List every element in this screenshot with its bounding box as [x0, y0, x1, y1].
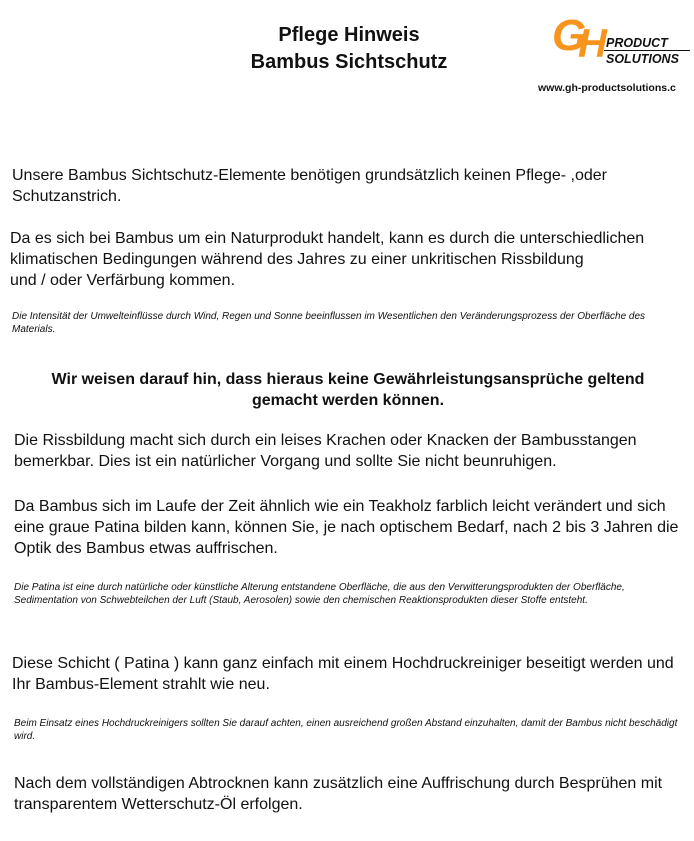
logo-word-product: PRODUCT: [606, 36, 668, 50]
website-link[interactable]: www.gh-productsolutions.c: [538, 82, 676, 94]
paragraph-cleaning: Diese Schicht ( Patina ) kann ganz einfach mit einem Hochdruckreiniger beseitigt werden und Ihr Bambus-Element strahlt wie neu.: [12, 655, 674, 693]
logo-letter-h: H: [578, 22, 603, 66]
note-pressure-washer: Beim Einsatz eines Hochdruckreinigers sollten Sie darauf achten, einen ausreichend großen Abstand einzuhalten, damit der Bambus nicht beschädigt wird.: [14, 718, 678, 742]
logo-divider: [604, 50, 690, 51]
paragraph-nature: [10, 228, 694, 291]
paragraph-intro: Unsere Bambus Sichtschutz-Elemente benötigen grundsätzlich keinen Pflege- ,oder Schutzanstrich.: [12, 167, 607, 205]
gh-product-solutions-logo: [552, 12, 694, 72]
warranty-warning: [10, 369, 686, 411]
paragraph-nature-line-2: klimatischen Bedingungen während des Jahres zu einer unkritischen Rissbildung: [10, 251, 584, 268]
title-line-2: Bambus Sichtschutz: [250, 51, 448, 73]
logo-word-solutions: SOLUTIONS: [606, 52, 679, 66]
paragraph-oil: Nach dem vollständigen Abtrocknen kann zusätzlich eine Auffrischung durch Besprühen mit transparentem Wetterschutz-Öl erfolgen.: [14, 775, 663, 813]
title-line-1: Pflege Hinweis: [278, 24, 420, 46]
paragraph-patina: Da Bambus sich im Laufe der Zeit ähnlich wie ein Teakholz farblich leicht verändert und sich eine graue Patina bilden kann, können Sie, je nach optischem Bedarf, nach 2 bis 3 Jahren die Optik des Bambus etwas auffrischen.: [14, 498, 679, 557]
note-environment: Die Intensität der Umwelteinflüsse durch Wind, Regen und Sonne beeinflussen im Wesentlichen den Veränderungsprozess der Oberfläche des Materials.: [12, 311, 646, 335]
paragraph-cracking: Die Rissbildung macht sich durch ein leises Krachen oder Knacken der Bambusstangen bemerkbar. Dies ist ein natürlicher Vorgang und sollte Sie nicht beunruhigen.: [14, 432, 637, 470]
page-title: [190, 22, 508, 76]
logo-letter-g: G: [552, 11, 583, 60]
paragraph-nature-line-1: Da es sich bei Bambus um ein Naturprodukt handelt, kann es durch die unterschiedlichen: [10, 230, 645, 247]
warranty-warning-line-2: gemacht werden können.: [251, 392, 445, 409]
note-patina: Die Patina ist eine durch natürliche oder künstliche Alterung entstandene Oberfläche, die aus den Verwitterungsprodukten der Oberfläche, Sedimentation von Schwebteilchen der Luft (Staub, Aerosolen) sowie den chemischen Reaktionsprodukten dieser Stoffe entsteht.: [14, 582, 625, 606]
paragraph-nature-line-3: und / oder Verfärbung kommen.: [10, 272, 236, 289]
warranty-warning-line-1: Wir weisen darauf hin, dass hieraus keine Gewährleistungsansprüche geltend: [51, 371, 645, 388]
